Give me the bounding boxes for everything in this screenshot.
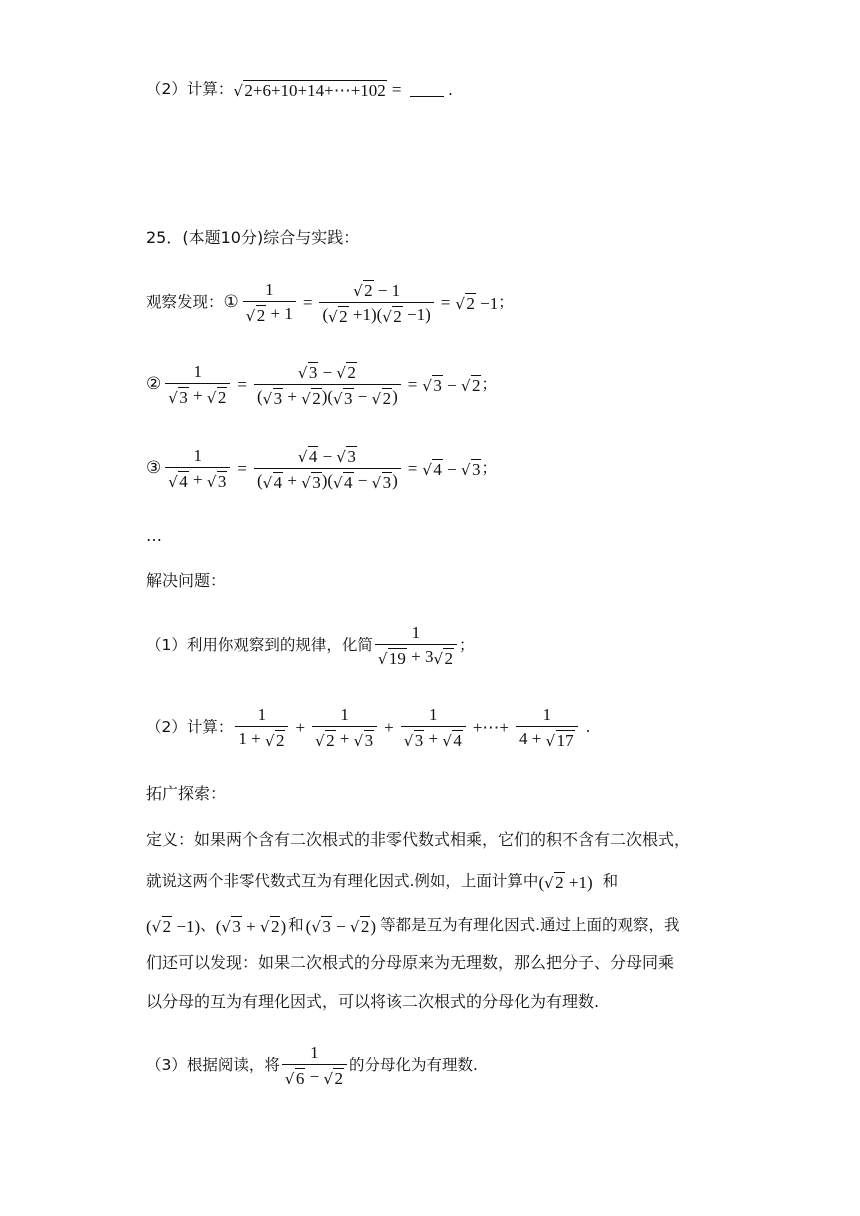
frac-1: 1 √ 2 + 1 [243, 281, 296, 324]
ellipsis: … [146, 526, 162, 545]
part2-line: （2）计算： 1 1 + √ 2 + 1 √ 2 + √ 3 + 1 √ 3 + √ 4 +⋯+ 1 4 + √ 17 . [146, 705, 591, 750]
definition-line-3: ( √ 2 −1) 、 ( √ 3 + √ 2 ) 和 ( √ 3 − √ 2 ) 等都是互为有理化因式.通过上面的观察，我 [146, 915, 680, 936]
definition-line-1: 定义：如果两个含有二次根式的非零代数式相乘，它们的积不含有二次根式， [146, 830, 691, 849]
definition-line-5: 以分母的互为有理化因式，可以将该二次根式的分母化为有理数. [146, 992, 600, 1011]
part2-label: （2）计算： [146, 717, 234, 736]
q24-part2-line: （2）计算： √ 2+6+10+14+⋯+102 = . [146, 79, 453, 100]
observe-line-3: ③ 1 √ 4 + √ 3 = √ 4 − √ 3 ( √ 4 + √ 3 )( √ 4 − √ 3 ) = √ 4 − √ 3 ； [146, 446, 497, 492]
definition-line-4: 们还可以发现：如果二次根式的分母原来为无理数，那么把分子、分母同乘 [146, 953, 675, 972]
part3-line: （3）根据阅读，将 1 √ 6 − √ 2 的分母化为有理数. [146, 1043, 478, 1088]
part1-label: （1）利用你观察到的规律，化简 [146, 635, 373, 654]
marker-1: ① [223, 292, 239, 312]
marker-3: ③ [146, 458, 162, 478]
extend-label: 拓广探索： [146, 784, 227, 803]
part3-frac: 1 √ 6 − √ 2 [282, 1044, 347, 1087]
marker-2: ② [146, 374, 162, 394]
q25-header: 25．(本题10分)综合与实践： [146, 228, 360, 247]
part3-label: （3）根据阅读，将 [146, 1055, 280, 1074]
solve-label: 解决问题： [146, 571, 227, 590]
q24-part2-label: （2）计算： [146, 79, 234, 98]
observe-label: 观察发现： [146, 292, 224, 311]
sqrt-sum: √ 2+6+10+14+⋯+102 [233, 81, 386, 100]
part1-line: （1）利用你观察到的规律，化简 1 √ 19 + 3 √ 2 ； [146, 623, 475, 668]
definition-line-2: 就说这两个非零代数式互为有理化因式.例如，上面计算中 ( √ 2 +1) 和 [146, 871, 619, 892]
observe-line-2: ② 1 √ 3 + √ 2 = √ 3 − √ 2 ( √ 3 + √ 2 )( √ 3 − √ 2 ) = √ 3 − √ 2 ； [146, 362, 497, 408]
frac-1b: √ 2 − 1 ( √ 2 +1)( √ 2 −1) [319, 280, 433, 325]
answer-blank [410, 82, 444, 97]
observe-line-1: 观察发现： ① 1 √ 2 + 1 = √ 2 − 1 ( √ 2 +1)( √ 2 −1) = √ 2 −1 ； [146, 280, 514, 326]
part1-frac: 1 √ 19 + 3 √ 2 [375, 624, 457, 667]
